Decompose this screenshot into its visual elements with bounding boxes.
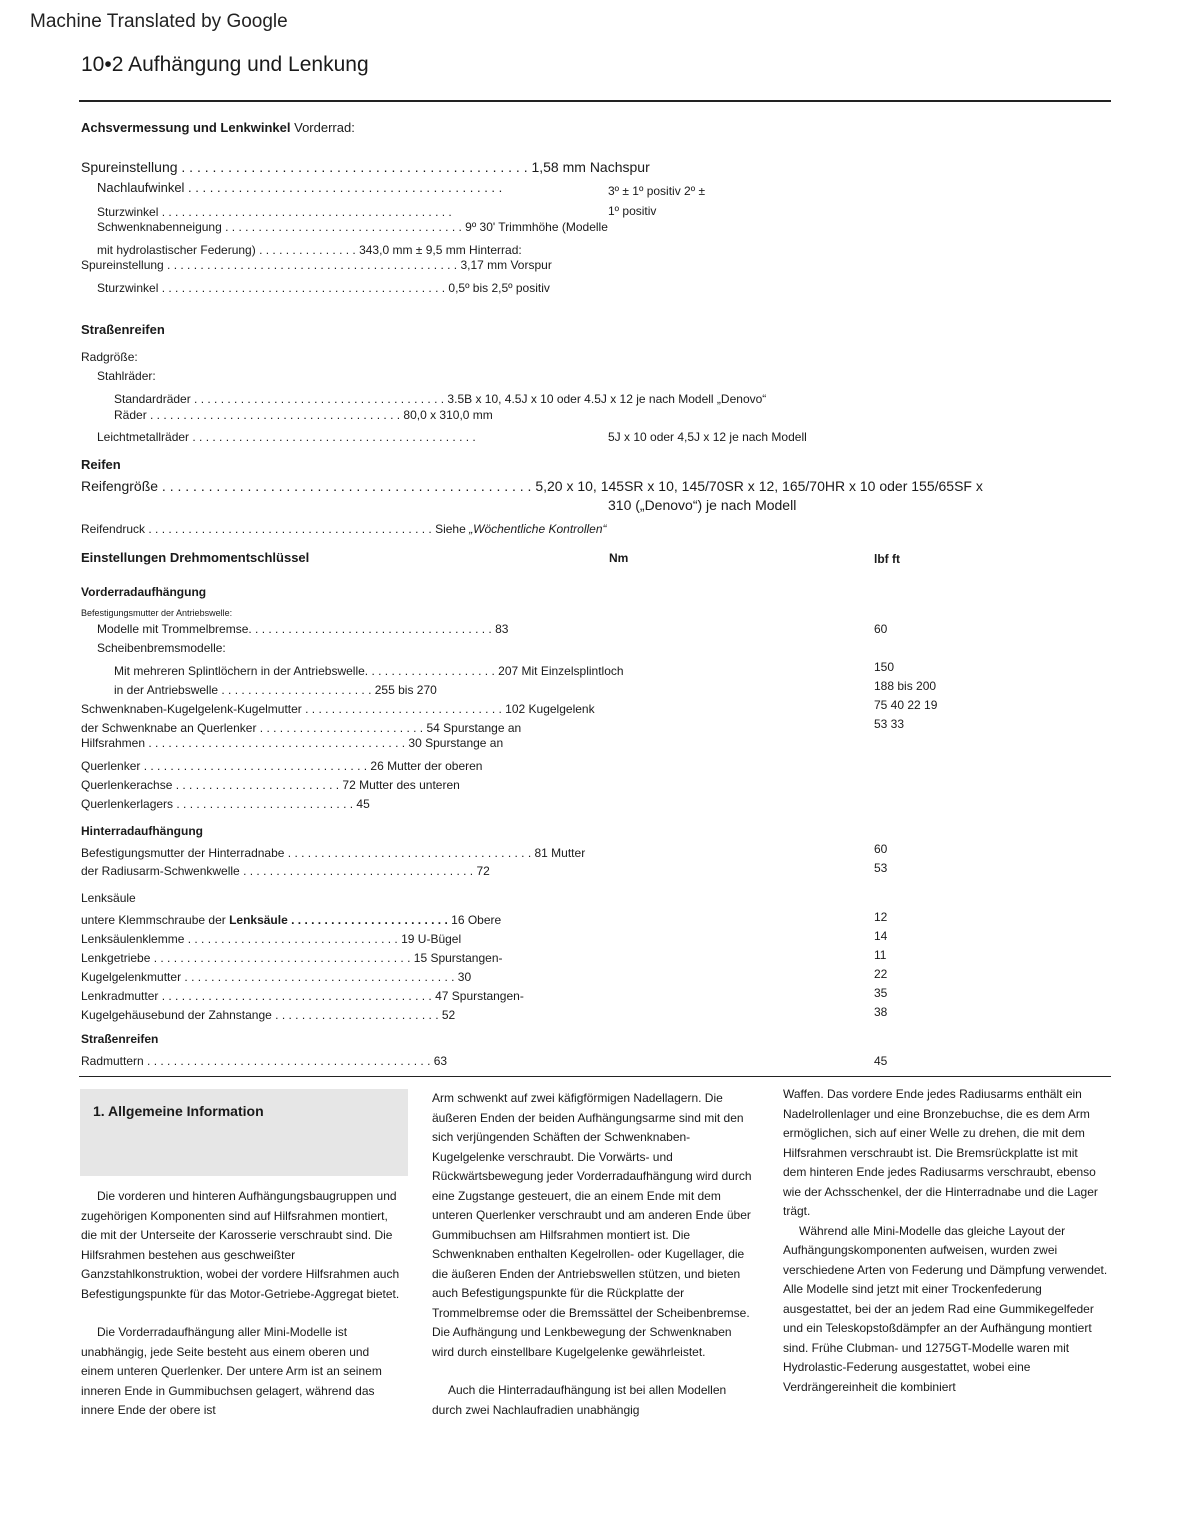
torque-lbf: 38 [874, 1005, 888, 1019]
spec-line: Sturzwinkel . . . . . . . . . . . . . . . . . . . . . . . . . . . . . . . . . . . . . . . . . . . 0,5º bis 2,5º positiv [97, 281, 550, 295]
paragraph-line: zugehörigen Komponenten sind auf Hilfsrahmen montiert, [81, 1208, 388, 1223]
paragraph-line: Arm schwenkt auf zwei käfigförmigen Nadellagern. Die [432, 1091, 723, 1105]
torque-line-post: 16 Obere [447, 913, 502, 927]
spec-line: Spureinstellung . . . . . . . . . . . . . . . . . . . . . . . . . . . . . . . . . . . . . . . . . . . . . 1,58 mm Nachspur [81, 159, 650, 175]
text-column-2 [432, 1089, 752, 1420]
spec-value: 3º ± 1º positiv 2º ± [608, 184, 706, 198]
paragraph-line: eine Zugstange gesteuert, die an einem Ende mit dem [432, 1188, 721, 1203]
spec-line: Spureinstellung . . . . . . . . . . . . . . . . . . . . . . . . . . . . . . . . . . . . . . . . . . . . 3,17 mm Vorspur [81, 258, 552, 272]
paragraph-line: Die Aufhängung und Lenkbewegung der Schwenknaben [432, 1325, 732, 1339]
torque-line: Mit mehreren Splintlöchern in der Antriebswelle. . . . . . . . . . . . . . . . . . . . 207 Mit Einzelsplintloch [114, 664, 624, 678]
paragraph-line: die mit der Unterseite der Karosserie verschraubt sind. Die [81, 1228, 393, 1242]
torque-line: Modelle mit Trommelbremse. . . . . . . . . . . . . . . . . . . . . . . . . . . . . . . . . . . . . 83 [97, 622, 509, 636]
paragraph-line: Gummibuchsen am Hilfsrahmen montiert ist. Die [432, 1227, 691, 1242]
torque-lbf: 53 [874, 861, 888, 875]
torque-line: Befestigungsmutter der Hinterradnabe . . . . . . . . . . . . . . . . . . . . . . . . . . . . . . . . . . . . . 81 Mutter [81, 846, 586, 860]
spec-line: Leichtmetallräder . . . . . . . . . . . . . . . . . . . . . . . . . . . . . . . . . . . . . . . . . . . [97, 430, 476, 444]
paragraph-line: äußeren Enden der beiden Aufhängungsarme sind mit den [432, 1110, 744, 1125]
torque-lbf: 35 [874, 986, 888, 1000]
text-column-1 [81, 1187, 399, 1421]
torque-lbf: 53 33 [874, 717, 905, 731]
paragraph-line: Aufhängungskomponenten aufweisen, wurden zwei [783, 1243, 1058, 1257]
torque-line: Scheibenbremsmodelle: [97, 641, 226, 655]
spec-line [81, 522, 607, 536]
torque-line [81, 913, 501, 927]
paragraph-line: Kugelgelenke verschraubt. Die Vorwärts- und [432, 1149, 673, 1164]
spec-line: Schwenknabenneigung . . . . . . . . . . . . . . . . . . . . . . . . . . . . . . . . . . . . 9º 30' Trimmhöhe (Modelle [97, 220, 608, 234]
paragraph-line: Waffen. Das vordere Ende jedes Radiusarms enthält ein [783, 1087, 1082, 1101]
paragraph-line: durch zwei Nachlaufradien unabhängig [432, 1402, 640, 1417]
roadwheels-heading: Straßenreifen [81, 322, 165, 337]
paragraph-line: dem hinteren Ende jedes Radiusarms verschraubt, ebenso [783, 1165, 1096, 1179]
spec-line: Sturzwinkel . . . . . . . . . . . . . . . . . . . . . . . . . . . . . . . . . . . . . . . . . . . . [97, 205, 452, 219]
spec-line: mit hydrolastischer Federung) . . . . . . . . . . . . . . . 343,0 mm ± 9,5 mm Hinterrad: [97, 243, 522, 257]
torque-line: Querlenker . . . . . . . . . . . . . . . . . . . . . . . . . . . . . . . . . . 26 Mutter der oberen [81, 759, 483, 773]
paragraph-line: Rückwärtsbewegung jeder Vorderradaufhängung wird durch [432, 1169, 752, 1183]
text-column-3 [783, 1085, 1107, 1397]
spec-line: 310 („Denovo“) je nach Modell [608, 497, 797, 513]
paragraph-line: Alle Modelle sind jetzt mit einer Trockenfederung [783, 1282, 1042, 1296]
spec-line-small: Befestigungsmutter der Antriebswelle: [81, 608, 233, 618]
spec-line: Räder . . . . . . . . . . . . . . . . . . . . . . . . . . . . . . . . . . . . . . 80,0 x 310,0 mm [114, 408, 493, 422]
torque-lbf: 75 40 22 19 [874, 698, 938, 712]
paragraph-line: unabhängig, jede Seite besteht aus einem oberen und [81, 1344, 370, 1359]
spec-line: Stahlräder: [97, 369, 156, 383]
torque-lbf: 11 [874, 948, 887, 962]
paragraph-line: Hydrolastic-Federung ausgestattet, wobei eine [783, 1360, 1031, 1374]
torque-line: Querlenkerachse . . . . . . . . . . . . . . . . . . . . . . . . . 72 Mutter des unteren [81, 778, 460, 792]
torque-col-lbf: lbf ft [874, 552, 900, 566]
alignment-heading-bold: Achsvermessung und Lenkwinkel [81, 120, 291, 135]
torque-col-nm: Nm [609, 551, 629, 565]
roadwheels-torque-heading: Straßenreifen [81, 1032, 159, 1046]
torque-line-bold: Lenksäule . . . . . . . . . . . . . . . . . . . . . . . . [229, 913, 448, 927]
torque-lbf: 60 [874, 622, 888, 636]
paragraph-line: einem unteren Querlenker. Der untere Arm ist an seinem [81, 1364, 382, 1378]
tyre-pressure-ref[interactable]: „Wöchentliche Kontrollen“ [469, 522, 607, 536]
paragraph-line: wie der Achsschenkel, der die Hinterradnabe und die Lager [783, 1184, 1098, 1199]
torque-line: der Radiusarm-Schwenkwelle . . . . . . . . . . . . . . . . . . . . . . . . . . . . . . . . . . . 72 [81, 864, 490, 878]
torque-line: Lenksäulenklemme . . . . . . . . . . . . . . . . . . . . . . . . . . . . . . . . 19 U-Bügel [81, 932, 462, 946]
paragraph-line: sind. Frühe Clubman- und 1275GT-Modelle waren mit [783, 1340, 1070, 1355]
paragraph-line: Hilfsrahmen verschraubt ist. Die Bremsrückplatte ist mit [783, 1145, 1078, 1160]
alignment-heading [81, 120, 355, 135]
section-heading-box [80, 1089, 408, 1176]
paragraph-line: inneren Ende in Gummibuchsen gelagert, während das [81, 1383, 375, 1398]
paragraph-line: unteren Querlenker verschraubt und am anderen Ende über [432, 1208, 751, 1222]
torque-lbf: 45 [874, 1054, 888, 1068]
tyre-pressure-label: Reifendruck . . . . . . . . . . . . . . . . . . . . . . . . . . . . . . . . . . . . . . . . . . . Siehe [81, 522, 470, 536]
spec-line: Standardräder . . . . . . . . . . . . . . . . . . . . . . . . . . . . . . . . . . . . . . 3.5B x 10, 4.5J x 10 oder 4.5J x 12 je nach Modell „Denovo“ [114, 392, 767, 406]
torque-line: Querlenkerlagers . . . . . . . . . . . . . . . . . . . . . . . . . . . 45 [81, 797, 370, 811]
paragraph-line: Ganzstahlkonstruktion, wobei der vordere Hilfsrahmen auch [81, 1267, 400, 1281]
torque-line: Kugelgelenkmutter . . . . . . . . . . . . . . . . . . . . . . . . . . . . . . . . . . . . . . . . . 30 [81, 970, 472, 984]
torque-heading: Einstellungen Drehmomentschlüssel [81, 550, 310, 565]
torque-lbf: 12 [874, 910, 888, 924]
paragraph-line: die äußeren Enden der Antriebswellen stützen, und bieten [432, 1266, 741, 1281]
paragraph-line: und ein Teleskopstoßdämpfer an der Aufhängung montiert [783, 1321, 1092, 1335]
paragraph-line: auch Befestigungspunkte für die Rückplatte der [432, 1286, 685, 1300]
section-heading: 1. Allgemeine Information [93, 1103, 264, 1119]
top-rule [79, 100, 1111, 102]
torque-line: in der Antriebswelle . . . . . . . . . . . . . . . . . . . . . . . 255 bis 270 [114, 683, 437, 697]
paragraph-line: Verdrängereinheit die kombiniert [783, 1379, 956, 1394]
paragraph-line: Trommelbremse oder die Bremssättel der Scheibenbremse. [432, 1305, 750, 1320]
torque-lbf: 60 [874, 842, 888, 856]
paragraph-line: Die vorderen und hinteren Aufhängungsbaugruppen und [97, 1189, 397, 1203]
spec-line: Nachlaufwinkel . . . . . . . . . . . . . . . . . . . . . . . . . . . . . . . . . . . . . . . . . . . . [97, 180, 503, 195]
spec-value: 1º positiv [608, 204, 657, 218]
paragraph-line: Auch die Hinterradaufhängung ist bei allen Modellen [448, 1383, 727, 1397]
paragraph-line: Befestigungspunkte für das Motor-Getriebe-Aggregat bietet. [81, 1286, 400, 1301]
paragraph-line: Nadelrollenlager und eine Bronzebuchse, die es dem Arm [783, 1106, 1090, 1121]
paragraph-line: ausgestattet, bei der an jedem Rad eine Gummikegelfeder [783, 1301, 1094, 1316]
spec-line: Reifengröße . . . . . . . . . . . . . . . . . . . . . . . . . . . . . . . . . . . . . . . . . . . . . . . . 5,20 x 10, 145SR x 10, 145/70SR x 12, 165/70HR x 10 oder 155/65SF x [81, 478, 983, 494]
paragraph-line: Während alle Mini-Modelle das gleiche Layout der [799, 1223, 1066, 1238]
torque-lbf: 188 bis 200 [874, 679, 937, 693]
paragraph-line: Schwenknaben enthalten Kegelrollen- oder Kugellager, die [432, 1247, 745, 1261]
section-rule [79, 1076, 1111, 1077]
alignment-heading-rest: Vorderrad: [290, 120, 355, 135]
torque-lbf: 22 [874, 967, 888, 981]
torque-line: Kugelgehäusebund der Zahnstange . . . . . . . . . . . . . . . . . . . . . . . . . 52 [81, 1008, 456, 1022]
torque-line: Hilfsrahmen . . . . . . . . . . . . . . . . . . . . . . . . . . . . . . . . . . . . . . . 30 Spurstange an [81, 736, 504, 750]
page-title: 10•2 Aufhängung und Lenkung [81, 53, 369, 76]
torque-line: Schwenknaben-Kugelgelenk-Kugelmutter . . . . . . . . . . . . . . . . . . . . . . . . . . . . . . 102 Kugelgelenk [81, 702, 595, 716]
paragraph-line: wird durch einstellbare Kugelgelenke gewährleistet. [432, 1344, 706, 1359]
paragraph-line: ermöglichen, sich auf einer Welle zu drehen, die mit dem [783, 1126, 1085, 1140]
paragraph-line: Hilfsrahmen bestehen aus geschweißter [81, 1247, 296, 1262]
spec-line: Radgröße: [81, 350, 138, 364]
spec-value: 5J x 10 oder 4,5J x 12 je nach Modell [608, 430, 807, 444]
torque-lbf: 14 [874, 929, 888, 943]
steering-heading: Lenksäule [81, 891, 136, 905]
torque-line: Radmuttern . . . . . . . . . . . . . . . . . . . . . . . . . . . . . . . . . . . . . . . . . . . 63 [81, 1054, 448, 1068]
front-suspension-heading: Vorderradaufhängung [81, 585, 207, 599]
paragraph-line: sich verjüngenden Schäften der Schwenknaben- [432, 1130, 691, 1144]
torque-line: Lenkgetriebe . . . . . . . . . . . . . . . . . . . . . . . . . . . . . . . . . . . . . . . 15 Spurstangen- [81, 951, 503, 965]
torque-line: Lenkradmutter . . . . . . . . . . . . . . . . . . . . . . . . . . . . . . . . . . . . . . . . . 47 Spurstangen- [81, 989, 524, 1003]
paragraph-line: Die Vorderradaufhängung aller Mini-Modelle ist [97, 1325, 348, 1339]
torque-lbf: 150 [874, 660, 895, 674]
rear-suspension-heading: Hinterradaufhängung [81, 824, 203, 838]
torque-line-pre: untere Klemmschraube der [81, 913, 230, 927]
paragraph-line: trägt. [783, 1204, 811, 1218]
tyres-heading: Reifen [81, 457, 121, 472]
paragraph-line: innere Ende der obere ist [81, 1403, 216, 1417]
paragraph-line: verschiedene Arten von Federung und Dämpfung verwendet. [783, 1262, 1108, 1277]
torque-line: der Schwenknabe an Querlenker . . . . . . . . . . . . . . . . . . . . . . . . . 54 Spurstange an [81, 721, 522, 735]
machine-translated-note: Machine Translated by Google [30, 11, 288, 32]
